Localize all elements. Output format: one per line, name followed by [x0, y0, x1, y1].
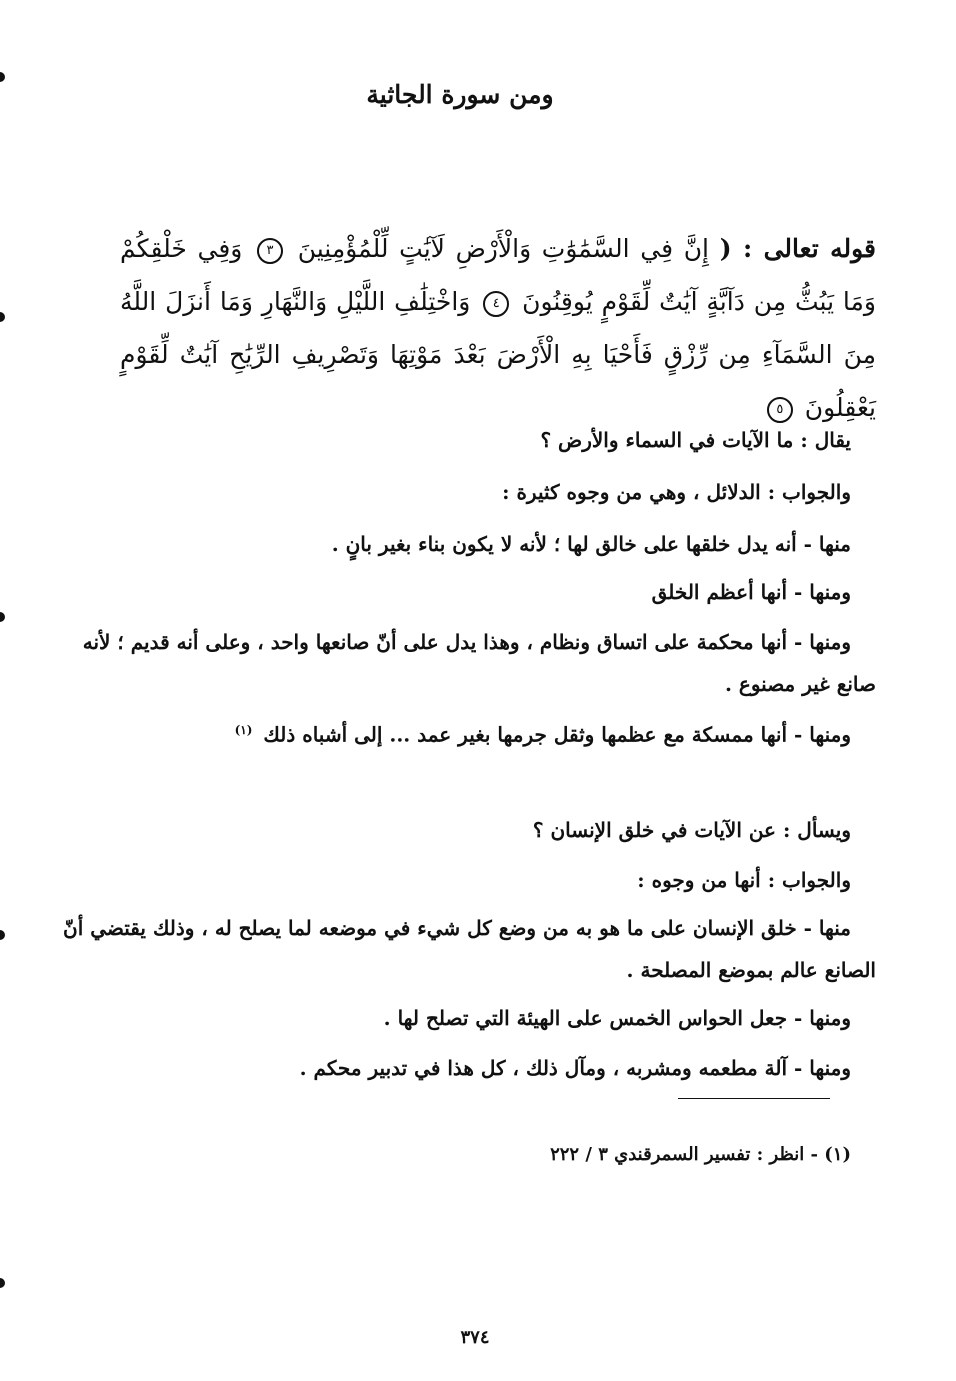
quran-intro: قوله تعالى : (	[719, 234, 876, 263]
page-title: ومن سورة الجاثية	[366, 80, 554, 109]
verse-text: إِنَّ فِي السَّمَٰوَٰتِ وَالْأَرْضِ لَآيَٰتٍ لِّلْمُؤْمِنِينَ	[297, 234, 710, 263]
section1-item: ومنها - أنها أعظم الخلق	[651, 580, 851, 604]
section1-item-text: ومنها - أنها ممسكة مع عظمها وثقل جرمها بغير عمد ... إلى أشباه ذلك	[263, 722, 851, 747]
scan-margin-mark	[0, 612, 5, 622]
section2-answer: والجواب : أنها من وجوه :	[637, 868, 851, 892]
footnote-reference: (١)	[234, 723, 253, 737]
section1-item-continued: صانع غير مصنوع .	[724, 672, 876, 696]
section2-item: منها - خلق الإنسان على ما هو به من وضع كل شيء في موضعه لما يصلح له ، وذلك يقتضي أنّ	[63, 916, 851, 940]
scan-margin-mark	[0, 1278, 5, 1288]
section2-item: ومنها - جعل الحواس الخمس على الهيئة التي تصلح لها .	[383, 1006, 851, 1030]
verse-text: وَاخْتِلَٰفِ اللَّيْلِ وَالنَّهَارِ وَمَا أَنزَلَ اللَّهُ مِنَ السَّمَآءِ مِن رِّزْقٍ فَأَحْيَا بِهِ الْأَرْضَ بَعْدَ مَوْتِهَا وَتَصْرِيفِ الرِّيَٰحِ آيَٰتٌ لِّقَوْمٍ يَعْقِلُونَ	[120, 287, 876, 422]
page-number: ٣٧٤	[460, 1327, 490, 1348]
verse-number-marker: ٤	[483, 291, 509, 317]
section1-answer: والجواب : الدلائل ، وهي من وجوه كثيرة :	[502, 480, 851, 504]
quran-verses	[120, 222, 876, 434]
section2-item-continued: الصانع عالم بموضع المصلحة .	[626, 958, 876, 982]
footnote-divider	[678, 1098, 830, 1099]
footnote: (١) - انظر : تفسير السمرقندي ٣ / ٢٢٢	[550, 1144, 851, 1165]
scan-margin-mark	[0, 930, 5, 940]
verse-number-marker: ٥	[767, 397, 793, 423]
section1-item	[60, 708, 851, 757]
section1-item: منها - أنه يدل خلقها على خالق لها ؛ لأنه لا يكون بناء بغير بانٍ .	[331, 532, 851, 556]
scan-margin-mark	[0, 312, 5, 322]
verse-number-marker: ٣	[257, 238, 283, 264]
section2-question: ويسأل : عن الآيات في خلق الإنسان ؟	[532, 818, 851, 842]
section1-item: ومنها - أنها محكمة على اتساق ونظام ، وهذا يدل على أنّ صانعها واحد ، وعلى أنه قديم ؛ لأنه	[82, 630, 851, 654]
verse-text: وَفِي خَلْقِكُمْ وَمَا يَبُثُّ مِن دَآبَّةٍ آيَٰتٌ لِّقَوْمٍ يُوقِنُونَ	[120, 234, 876, 316]
section1-question: يقال : ما الآيات في السماء والأرض ؟	[540, 428, 851, 452]
section2-item: ومنها - آلة مطعمه ومشربه ، ومآل ذلك ، كل هذا في تدبير محكم .	[299, 1056, 851, 1080]
